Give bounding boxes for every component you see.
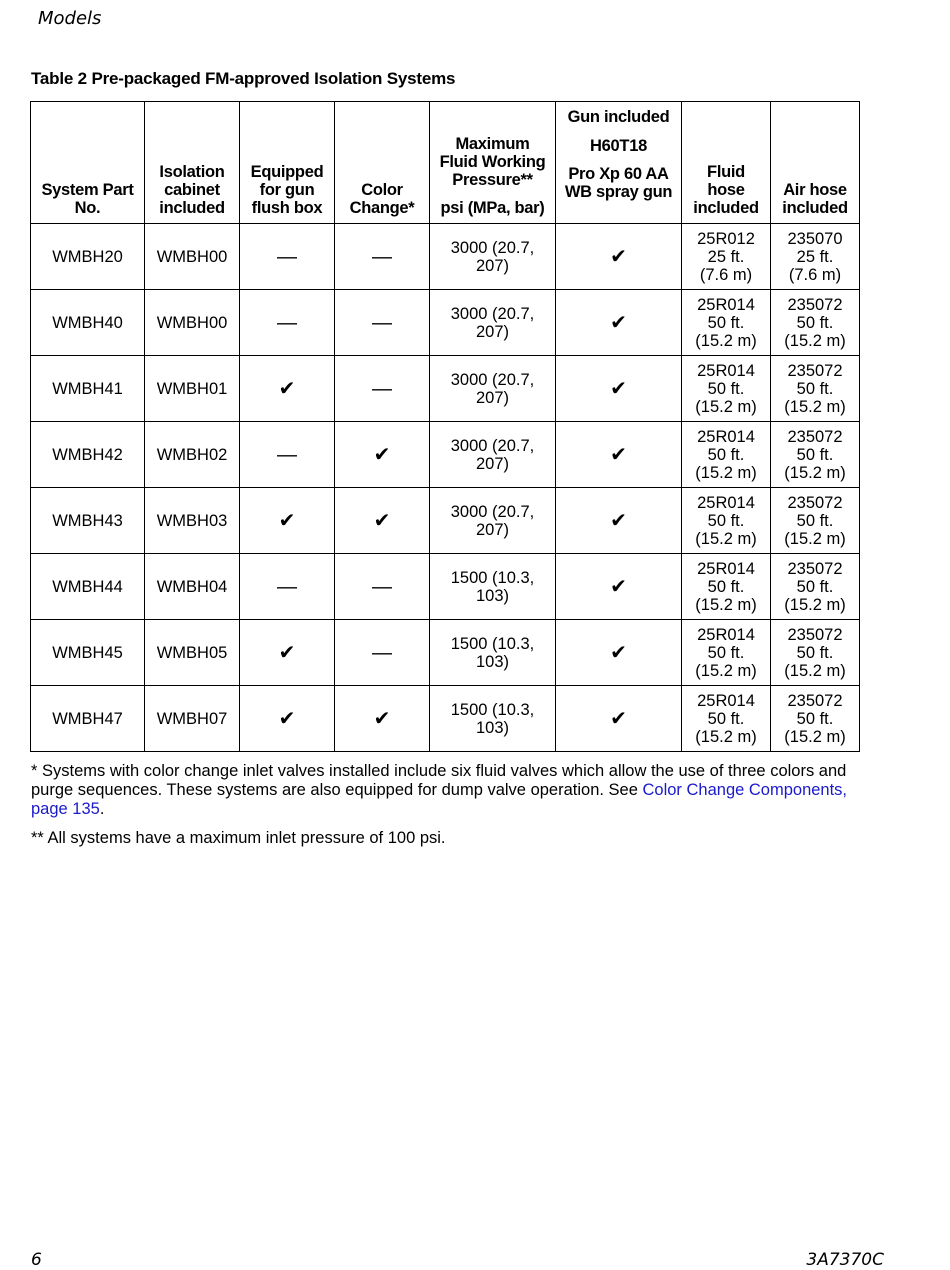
column-header-gun-flush-box: Equipped for gun flush box: [240, 102, 335, 224]
air-hose-cell: 235072 50 ft. (15.2 m): [771, 620, 860, 686]
color-change-components-link[interactable]: Color Change Components, page 135: [31, 781, 848, 818]
column-header-system-part-no: System Part No.: [31, 102, 145, 224]
system-part-no-cell: WMBH41: [31, 356, 145, 422]
air-hose-cell: 235072 50 ft. (15.2 m): [771, 488, 860, 554]
gun-flush-box-cell: ✔: [240, 620, 335, 686]
table-header-row: [31, 102, 860, 224]
fluid-hose-cell: 25R014 50 ft. (15.2 m): [682, 356, 771, 422]
pressure-cell: 1500 (10.3, 103): [430, 686, 556, 752]
air-hose-cell: 235072 50 ft. (15.2 m): [771, 356, 860, 422]
footnote-color-change: * Systems with color change inlet valves installed include six fluid valves which allow the use of three colors and purge sequences. These systems are also equipped for dump valve operation. See Color Change Components, page 135.: [31, 762, 848, 818]
color-change-cell: —: [335, 554, 430, 620]
gun-included-cell: ✔: [556, 620, 682, 686]
table-row: [31, 620, 860, 686]
isolation-cabinet-cell: WMBH00: [145, 224, 240, 290]
color-change-cell: ✔: [335, 422, 430, 488]
isolation-cabinet-cell: WMBH05: [145, 620, 240, 686]
pressure-cell: 3000 (20.7, 207): [430, 488, 556, 554]
column-header-isolation-cabinet: Isolation cabinet included: [145, 102, 240, 224]
fluid-hose-cell: 25R014 50 ft. (15.2 m): [682, 422, 771, 488]
gun-flush-box-cell: ✔: [240, 686, 335, 752]
system-part-no-cell: WMBH20: [31, 224, 145, 290]
gun-included-cell: ✔: [556, 488, 682, 554]
pressure-cell: 1500 (10.3, 103): [430, 554, 556, 620]
pressure-cell: 3000 (20.7, 207): [430, 356, 556, 422]
gun-included-cell: ✔: [556, 422, 682, 488]
pressure-cell: 1500 (10.3, 103): [430, 620, 556, 686]
fluid-hose-cell: 25R012 25 ft. (7.6 m): [682, 224, 771, 290]
pressure-cell: 3000 (20.7, 207): [430, 290, 556, 356]
isolation-cabinet-cell: WMBH04: [145, 554, 240, 620]
system-part-no-cell: WMBH43: [31, 488, 145, 554]
gun-included-cell: ✔: [556, 686, 682, 752]
table-row: [31, 356, 860, 422]
table-row: [31, 488, 860, 554]
column-header-fluid-hose: Fluid hose included: [682, 102, 771, 224]
column-header-pressure: Maximum Fluid Working Pressure** psi (MPa, bar): [430, 102, 556, 224]
color-change-cell: —: [335, 290, 430, 356]
gun-flush-box-cell: —: [240, 224, 335, 290]
gun-flush-box-cell: —: [240, 290, 335, 356]
pressure-cell: 3000 (20.7, 207): [430, 224, 556, 290]
color-change-cell: ✔: [335, 488, 430, 554]
gun-flush-box-cell: —: [240, 422, 335, 488]
running-header: Models: [38, 8, 102, 29]
air-hose-cell: 235072 50 ft. (15.2 m): [771, 686, 860, 752]
fluid-hose-cell: 25R014 50 ft. (15.2 m): [682, 686, 771, 752]
color-change-cell: —: [335, 356, 430, 422]
air-hose-cell: 235070 25 ft. (7.6 m): [771, 224, 860, 290]
system-part-no-cell: WMBH44: [31, 554, 145, 620]
color-change-cell: —: [335, 224, 430, 290]
gun-flush-box-cell: ✔: [240, 356, 335, 422]
isolation-cabinet-cell: WMBH01: [145, 356, 240, 422]
table-body: [31, 224, 860, 752]
fluid-hose-cell: 25R014 50 ft. (15.2 m): [682, 620, 771, 686]
gun-flush-box-cell: —: [240, 554, 335, 620]
fluid-hose-cell: 25R014 50 ft. (15.2 m): [682, 488, 771, 554]
isolation-cabinet-cell: WMBH00: [145, 290, 240, 356]
table-title: Table 2 Pre-packaged FM-approved Isolation Systems: [31, 69, 456, 88]
footnote-inlet-pressure: ** All systems have a maximum inlet pressure of 100 psi.: [31, 829, 446, 847]
table-row: [31, 290, 860, 356]
isolation-systems-table: [30, 101, 860, 752]
page-number: 6: [31, 1250, 42, 1270]
isolation-cabinet-cell: WMBH03: [145, 488, 240, 554]
system-part-no-cell: WMBH42: [31, 422, 145, 488]
document-number: 3A7370C: [806, 1250, 884, 1270]
air-hose-cell: 235072 50 ft. (15.2 m): [771, 290, 860, 356]
pressure-cell: 3000 (20.7, 207): [430, 422, 556, 488]
system-part-no-cell: WMBH40: [31, 290, 145, 356]
fluid-hose-cell: 25R014 50 ft. (15.2 m): [682, 554, 771, 620]
gun-included-cell: ✔: [556, 554, 682, 620]
system-part-no-cell: WMBH45: [31, 620, 145, 686]
table-row: [31, 554, 860, 620]
column-header-color-change: Color Change*: [335, 102, 430, 224]
gun-included-cell: ✔: [556, 356, 682, 422]
table-row: [31, 422, 860, 488]
gun-flush-box-cell: ✔: [240, 488, 335, 554]
color-change-cell: —: [335, 620, 430, 686]
table-row: [31, 686, 860, 752]
air-hose-cell: 235072 50 ft. (15.2 m): [771, 422, 860, 488]
isolation-cabinet-cell: WMBH02: [145, 422, 240, 488]
fluid-hose-cell: 25R014 50 ft. (15.2 m): [682, 290, 771, 356]
isolation-cabinet-cell: WMBH07: [145, 686, 240, 752]
gun-included-cell: ✔: [556, 290, 682, 356]
system-part-no-cell: WMBH47: [31, 686, 145, 752]
table-row: [31, 224, 860, 290]
gun-included-cell: ✔: [556, 224, 682, 290]
column-header-air-hose: Air hose included: [771, 102, 860, 224]
air-hose-cell: 235072 50 ft. (15.2 m): [771, 554, 860, 620]
column-header-gun-included: Gun included H60T18 Pro Xp 60 AA WB spray gun: [556, 102, 682, 224]
color-change-cell: ✔: [335, 686, 430, 752]
